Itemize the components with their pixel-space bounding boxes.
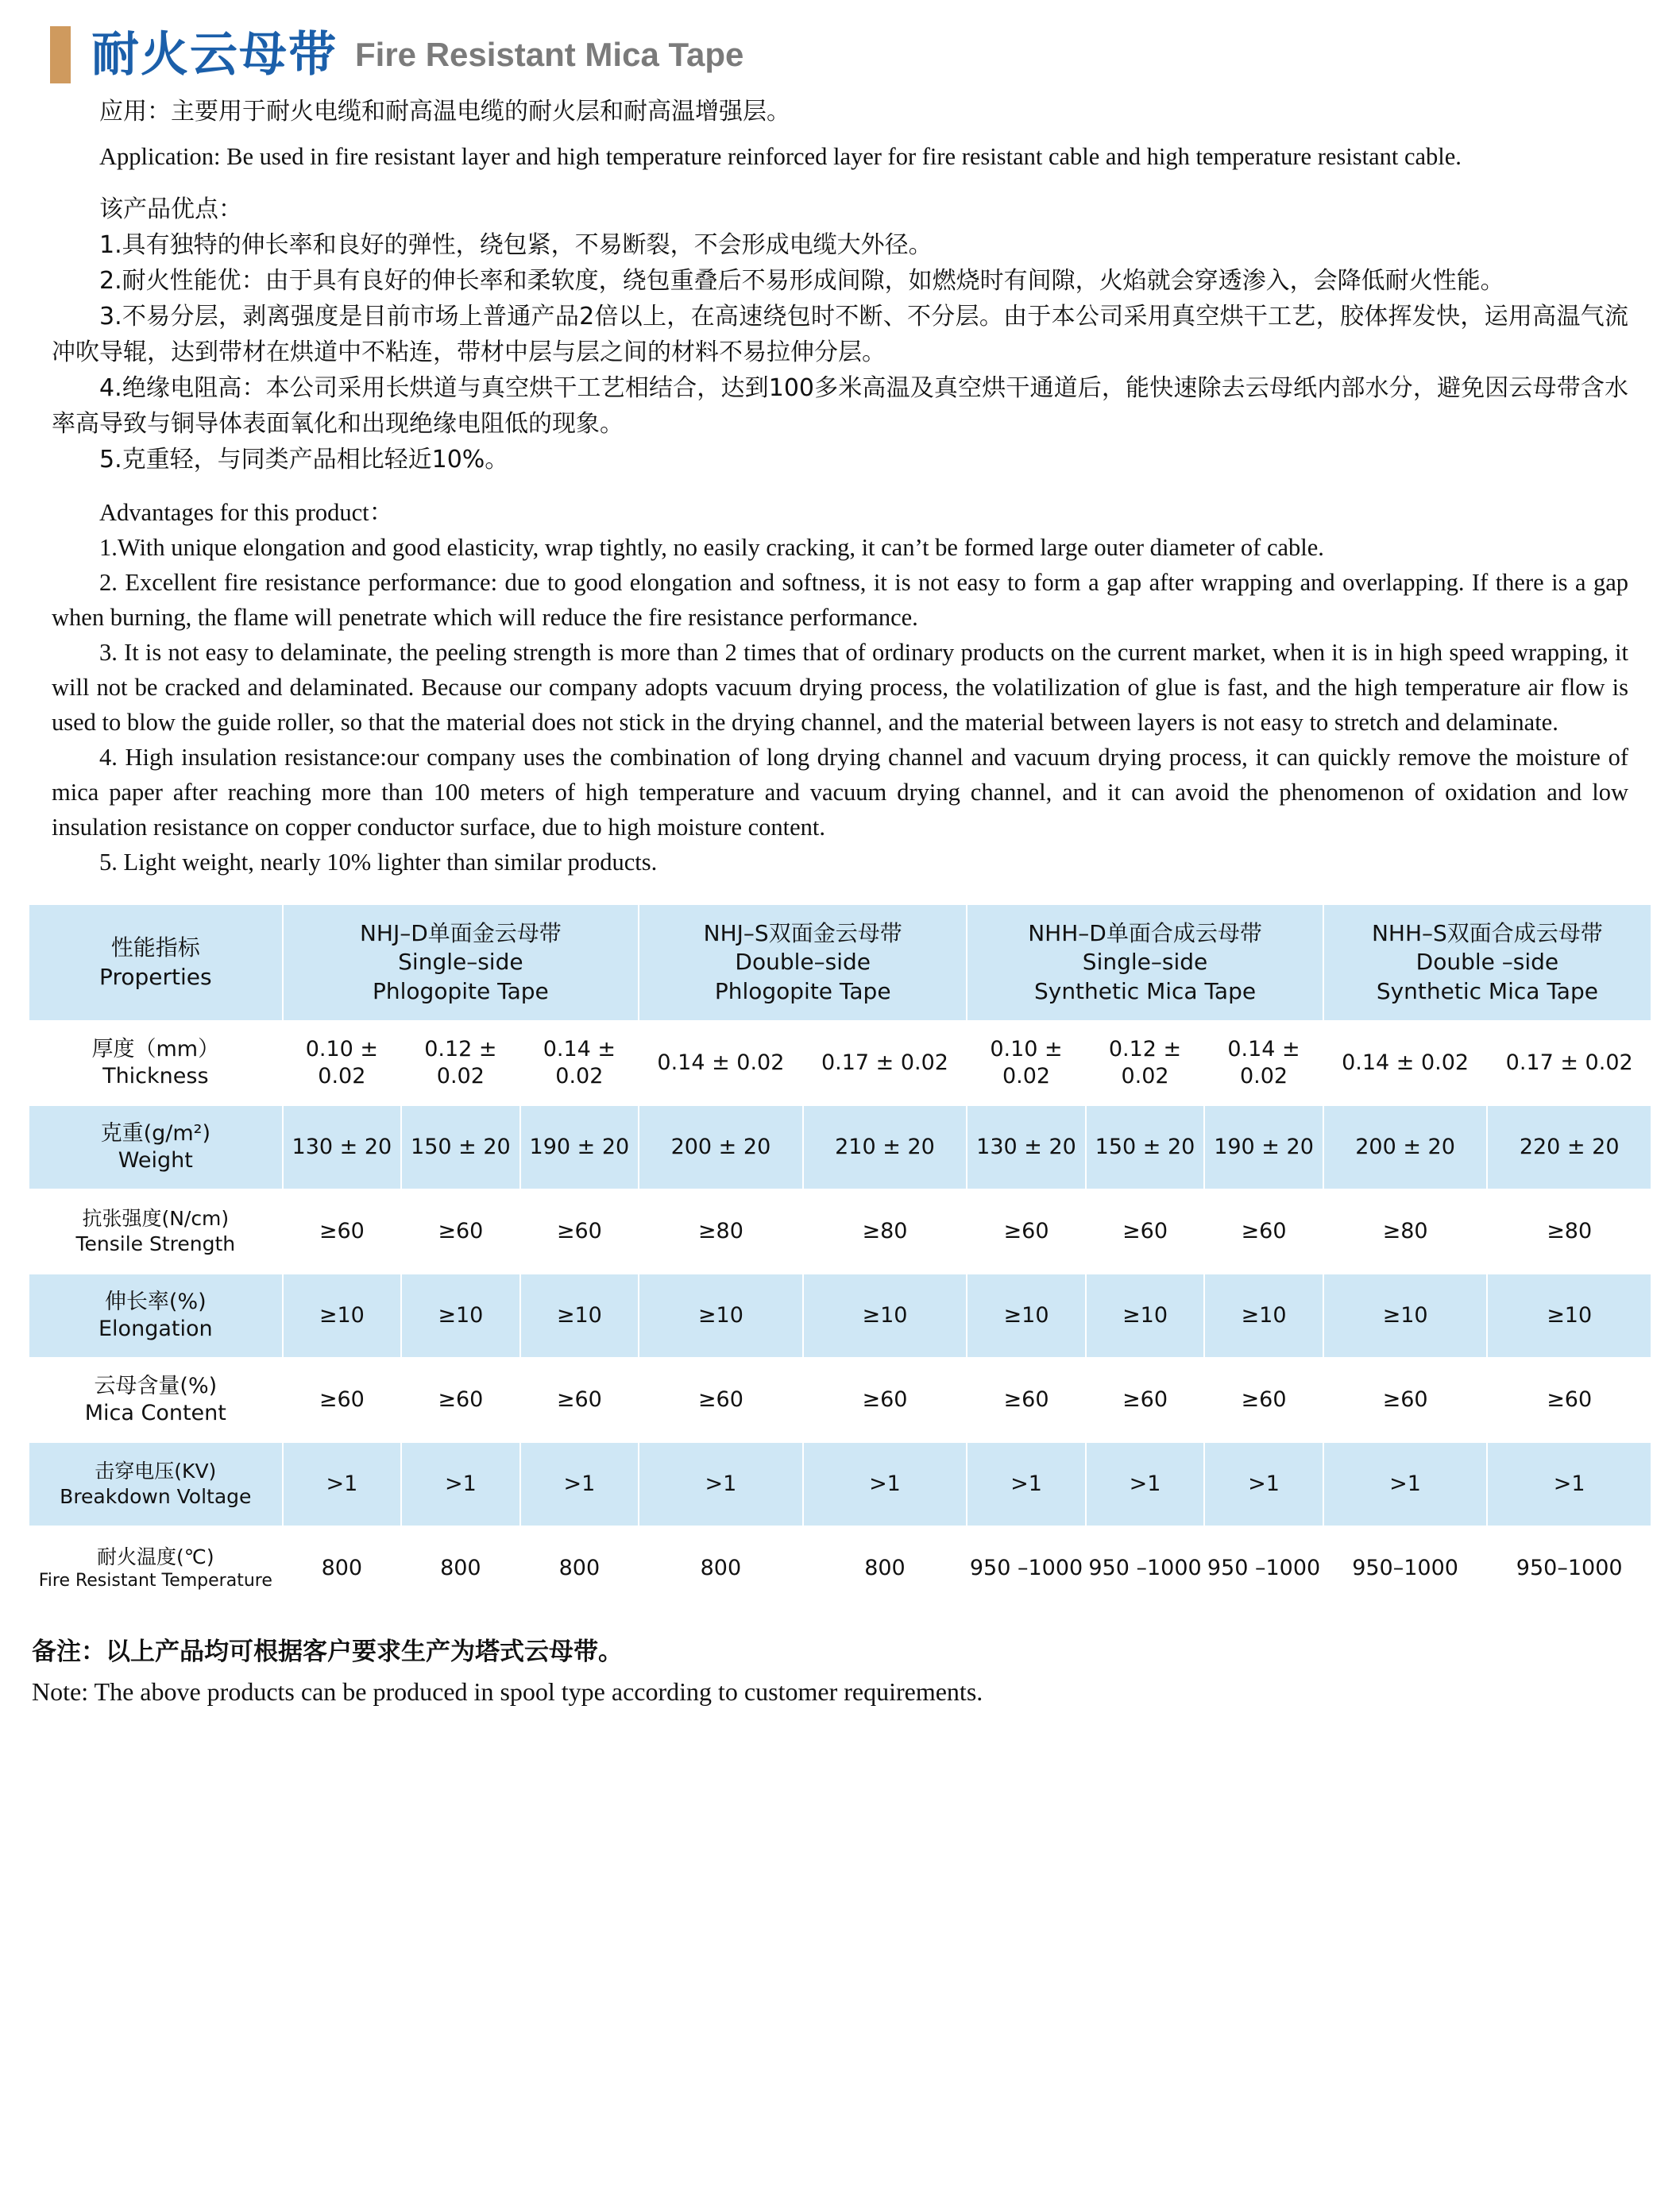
cell-value: 0.12 ± 0.02 xyxy=(1087,1022,1204,1104)
advantages-heading-english: Advantages for this product： xyxy=(99,499,394,526)
specifications-table xyxy=(28,903,1652,1611)
note-chinese: 备注：以上产品均可根据客户要求生产为塔式云母带。 xyxy=(32,1638,623,1667)
header-cn-nhh-s: NHH–S双面合成云母带 xyxy=(1371,920,1603,946)
row-label-weight xyxy=(29,1106,282,1189)
cell-value: 200 ± 20 xyxy=(1324,1106,1487,1189)
header-en1-nhj-d: Single–side xyxy=(398,949,523,976)
cell-value: 0.17 ± 0.02 xyxy=(804,1022,967,1104)
table-header-row xyxy=(29,905,1651,1020)
table-row xyxy=(29,1190,1651,1273)
header-en-properties: Properties xyxy=(99,963,212,990)
cell-value: 950–1000 xyxy=(1488,1527,1651,1610)
cell-value: ≥60 xyxy=(1087,1359,1204,1441)
content-body xyxy=(28,94,1652,880)
row-label-en: Mica Content xyxy=(84,1401,226,1426)
table-row xyxy=(29,1274,1651,1357)
row-label-cn: 抗张强度(N/cm) xyxy=(82,1207,230,1231)
cell-value: >1 xyxy=(284,1443,401,1526)
row-label-elongation xyxy=(29,1274,282,1357)
row-label-en: Weight xyxy=(118,1148,193,1174)
row-label-cn: 耐火温度(℃) xyxy=(97,1545,214,1569)
cell-value: 150 ± 20 xyxy=(1087,1106,1204,1189)
cell-value: ≥10 xyxy=(639,1274,802,1357)
cell-value: 190 ± 20 xyxy=(521,1106,639,1189)
cell-value: 0.14 ± 0.02 xyxy=(1205,1022,1323,1104)
row-label-cn: 伸长率(%) xyxy=(104,1289,207,1314)
cell-value: 950 –1000 xyxy=(1205,1527,1323,1610)
row-label-en: Breakdown Voltage xyxy=(60,1485,252,1509)
cell-value: 130 ± 20 xyxy=(284,1106,401,1189)
header-en2-nhj-s: Phlogopite Tape xyxy=(714,977,891,1004)
header-en2-nhh-d: Synthetic Mica Tape xyxy=(1033,977,1257,1004)
cell-value: ≥80 xyxy=(804,1190,967,1273)
cell-value: 0.10 ± 0.02 xyxy=(284,1022,401,1104)
advantage-item-en-3: 3. It is not easy to delaminate, the peeling strength is more than 2 times that of ordinary products on the current market, when it is in high speed wrapping, it will not be cracked and delaminated. Because our company adopts vacuum drying process, the volatilization of glue is fast, and the high temperature air flow is used to blow the guide roller, so that the material does not stick in the drying channel, and the material between layers is not easy to stretch and delaminate. xyxy=(52,639,1628,736)
header-en1-nhj-s: Double–side xyxy=(735,949,871,976)
cell-value: ≥80 xyxy=(1324,1190,1487,1273)
application-chinese: 应用：主要用于耐火电缆和耐高温电缆的耐火层和耐高温增强层。 xyxy=(99,98,790,126)
cell-value: ≥10 xyxy=(1488,1274,1651,1357)
cell-value: 950 –1000 xyxy=(967,1527,1085,1610)
advantage-item-en-4: 4. High insulation resistance:our company uses the combination of long drying channel and vacuum drying process, it can quickly remove the moisture of mica paper after reaching more than 100 meters of high temperature and vacuum drying channel, and it can avoid the phenomenon of oxidation and low insulation resistance on copper conductor surface, due to high moisture content. xyxy=(52,744,1628,841)
header-en1-nhh-s: Double –side xyxy=(1415,949,1559,976)
row-label-breakdown-voltage xyxy=(29,1443,282,1526)
cell-value: ≥60 xyxy=(967,1359,1085,1441)
cell-value: 800 xyxy=(284,1527,401,1610)
row-label-cn: 击穿电压(KV) xyxy=(95,1460,217,1483)
cell-value: ≥10 xyxy=(1324,1274,1487,1357)
table-header-nhj-d xyxy=(284,905,639,1020)
cell-value: >1 xyxy=(967,1443,1085,1526)
cell-value: ≥10 xyxy=(967,1274,1085,1357)
page-header xyxy=(28,0,1652,83)
table-row xyxy=(29,1527,1651,1610)
cell-value: 190 ± 20 xyxy=(1205,1106,1323,1189)
cell-value: ≥60 xyxy=(284,1359,401,1441)
advantage-item-en-2: 2. Excellent fire resistance performance: due to good elongation and softness, it is not easy to form a gap after wrapping and overlapping. If there is a gap when burning, the flame will penetrate which will reduce the fire resistance performance. xyxy=(52,569,1628,631)
cell-value: ≥60 xyxy=(1087,1190,1204,1273)
cell-value: ≥80 xyxy=(639,1190,802,1273)
cell-value: 950 –1000 xyxy=(1087,1527,1204,1610)
cell-value: ≥10 xyxy=(402,1274,519,1357)
cell-value: ≥10 xyxy=(1087,1274,1204,1357)
cell-value: ≥10 xyxy=(521,1274,639,1357)
cell-value: 0.14 ± 0.02 xyxy=(1324,1022,1487,1104)
table-row xyxy=(29,1443,1651,1526)
row-label-en: Thickness xyxy=(102,1064,209,1089)
cell-value: ≥60 xyxy=(1205,1190,1323,1273)
cell-value: 0.14 ± 0.02 xyxy=(521,1022,639,1104)
cell-value: >1 xyxy=(1324,1443,1487,1526)
table-header-nhh-s xyxy=(1324,905,1651,1020)
cell-value: ≥60 xyxy=(521,1359,639,1441)
table-row xyxy=(29,1106,1651,1189)
cell-value: 150 ± 20 xyxy=(402,1106,519,1189)
table-header-nhh-d xyxy=(967,905,1323,1020)
cell-value: >1 xyxy=(1087,1443,1204,1526)
table-row xyxy=(29,1359,1651,1441)
cell-value: >1 xyxy=(1205,1443,1323,1526)
row-label-mica-content xyxy=(29,1359,282,1441)
table-header-nhj-s xyxy=(639,905,966,1020)
advantage-item-en-1: 1.With unique elongation and good elasticity, wrap tightly, no easily cracking, it can’t be formed large outer diameter of cable. xyxy=(99,534,1324,561)
advantages-heading-chinese: 该产品优点： xyxy=(99,195,242,223)
row-label-en: Tensile Strength xyxy=(75,1232,236,1256)
page-title-english: Fire Resistant Mica Tape xyxy=(355,36,744,73)
cell-value: 0.10 ± 0.02 xyxy=(967,1022,1085,1104)
cell-value: ≥60 xyxy=(967,1190,1085,1273)
header-accent-bar xyxy=(50,26,71,83)
header-cn-properties: 性能指标 xyxy=(110,934,200,961)
cell-value: ≥60 xyxy=(402,1190,519,1273)
cell-value: ≥60 xyxy=(521,1190,639,1273)
header-en2-nhj-d: Phlogopite Tape xyxy=(373,977,549,1004)
cell-value: 800 xyxy=(639,1527,802,1610)
cell-value: 0.14 ± 0.02 xyxy=(639,1022,802,1104)
cell-value: >1 xyxy=(804,1443,967,1526)
header-cn-nhh-d: NHH–D单面合成云母带 xyxy=(1028,920,1262,946)
advantage-item-cn-1: 1.具有独特的伸长率和良好的弹性，绕包紧，不易断裂，不会形成电缆大外径。 xyxy=(99,231,933,259)
cell-value: ≥60 xyxy=(402,1359,519,1441)
table-header-properties xyxy=(29,905,282,1020)
advantage-item-cn-3: 3.不易分层，剥离强度是目前市场上普通产品2倍以上，在高速绕包时不断、不分层。由于本公司采用真空烘干工艺，胶体挥发快，运用高温气流冲吹导辊，达到带材在烘道中不粘连，带材中层与层之间的材料不易拉伸分层。 xyxy=(52,303,1628,366)
cell-value: 200 ± 20 xyxy=(639,1106,802,1189)
application-english: Application: Be used in fire resistant layer and high temperature reinforced layer for fire resistant cable and high temperature resistant cable. xyxy=(99,143,1462,170)
cell-value: 800 xyxy=(521,1527,639,1610)
cell-value: ≥10 xyxy=(804,1274,967,1357)
cell-value: 0.12 ± 0.02 xyxy=(402,1022,519,1104)
cell-value: ≥60 xyxy=(284,1190,401,1273)
row-label-tensile-strength xyxy=(29,1190,282,1273)
cell-value: >1 xyxy=(639,1443,802,1526)
cell-value: ≥10 xyxy=(1205,1274,1323,1357)
cell-value: 800 xyxy=(804,1527,967,1610)
cell-value: ≥60 xyxy=(639,1359,802,1441)
row-label-cn: 克重(g/m²) xyxy=(100,1120,211,1146)
row-label-cn: 云母含量(%) xyxy=(94,1373,218,1398)
header-en1-nhh-d: Single–side xyxy=(1082,949,1208,976)
advantage-item-cn-4: 4.绝缘电阻高：本公司采用长烘道与真空烘干工艺相结合，达到100多米高温及真空烘干通道后，能快速除去云母纸内部水分，避免因云母带含水率高导致与铜导体表面氧化和出现绝缘电阻低的现象。 xyxy=(52,374,1628,438)
cell-value: ≥60 xyxy=(804,1359,967,1441)
cell-value: ≥60 xyxy=(1324,1359,1487,1441)
row-label-en: Fire Resistant Temperature xyxy=(38,1571,272,1591)
row-label-fire-resistant-temperature xyxy=(29,1527,282,1610)
footer-note xyxy=(28,1632,1652,1711)
cell-value: ≥60 xyxy=(1205,1359,1323,1441)
cell-value: 210 ± 20 xyxy=(804,1106,967,1189)
cell-value: ≥10 xyxy=(284,1274,401,1357)
row-label-en: Elongation xyxy=(98,1317,213,1342)
note-english: Note: The above products can be produced in spool type according to customer requirements. xyxy=(32,1677,983,1707)
table-row xyxy=(29,1022,1651,1104)
cell-value: ≥60 xyxy=(1488,1359,1651,1441)
advantage-item-en-5: 5. Light weight, nearly 10% lighter than similar products. xyxy=(99,849,658,876)
advantage-item-cn-5: 5.克重轻，与同类产品相比轻近10%。 xyxy=(99,446,509,474)
cell-value: 130 ± 20 xyxy=(967,1106,1085,1189)
cell-value: >1 xyxy=(521,1443,639,1526)
advantage-item-cn-2: 2.耐火性能优：由于具有良好的伸长率和柔软度，绕包重叠后不易形成间隙，如燃烧时有间隙，火焰就会穿透渗入，会降低耐火性能。 xyxy=(99,267,1504,295)
header-cn-nhj-s: NHJ–S双面金云母带 xyxy=(703,920,902,946)
cell-value: >1 xyxy=(1488,1443,1651,1526)
cell-value: 220 ± 20 xyxy=(1488,1106,1651,1189)
row-label-cn: 厚度（mm） xyxy=(91,1036,220,1062)
cell-value: 950–1000 xyxy=(1324,1527,1487,1610)
page-title-chinese: 耐火云母带 xyxy=(91,27,338,83)
cell-value: >1 xyxy=(402,1443,519,1526)
header-cn-nhj-d: NHJ–D单面金云母带 xyxy=(359,920,562,946)
row-label-thickness xyxy=(29,1022,282,1104)
cell-value: ≥80 xyxy=(1488,1190,1651,1273)
cell-value: 0.17 ± 0.02 xyxy=(1488,1022,1651,1104)
cell-value: 800 xyxy=(402,1527,519,1610)
header-en2-nhh-s: Synthetic Mica Tape xyxy=(1376,977,1598,1004)
